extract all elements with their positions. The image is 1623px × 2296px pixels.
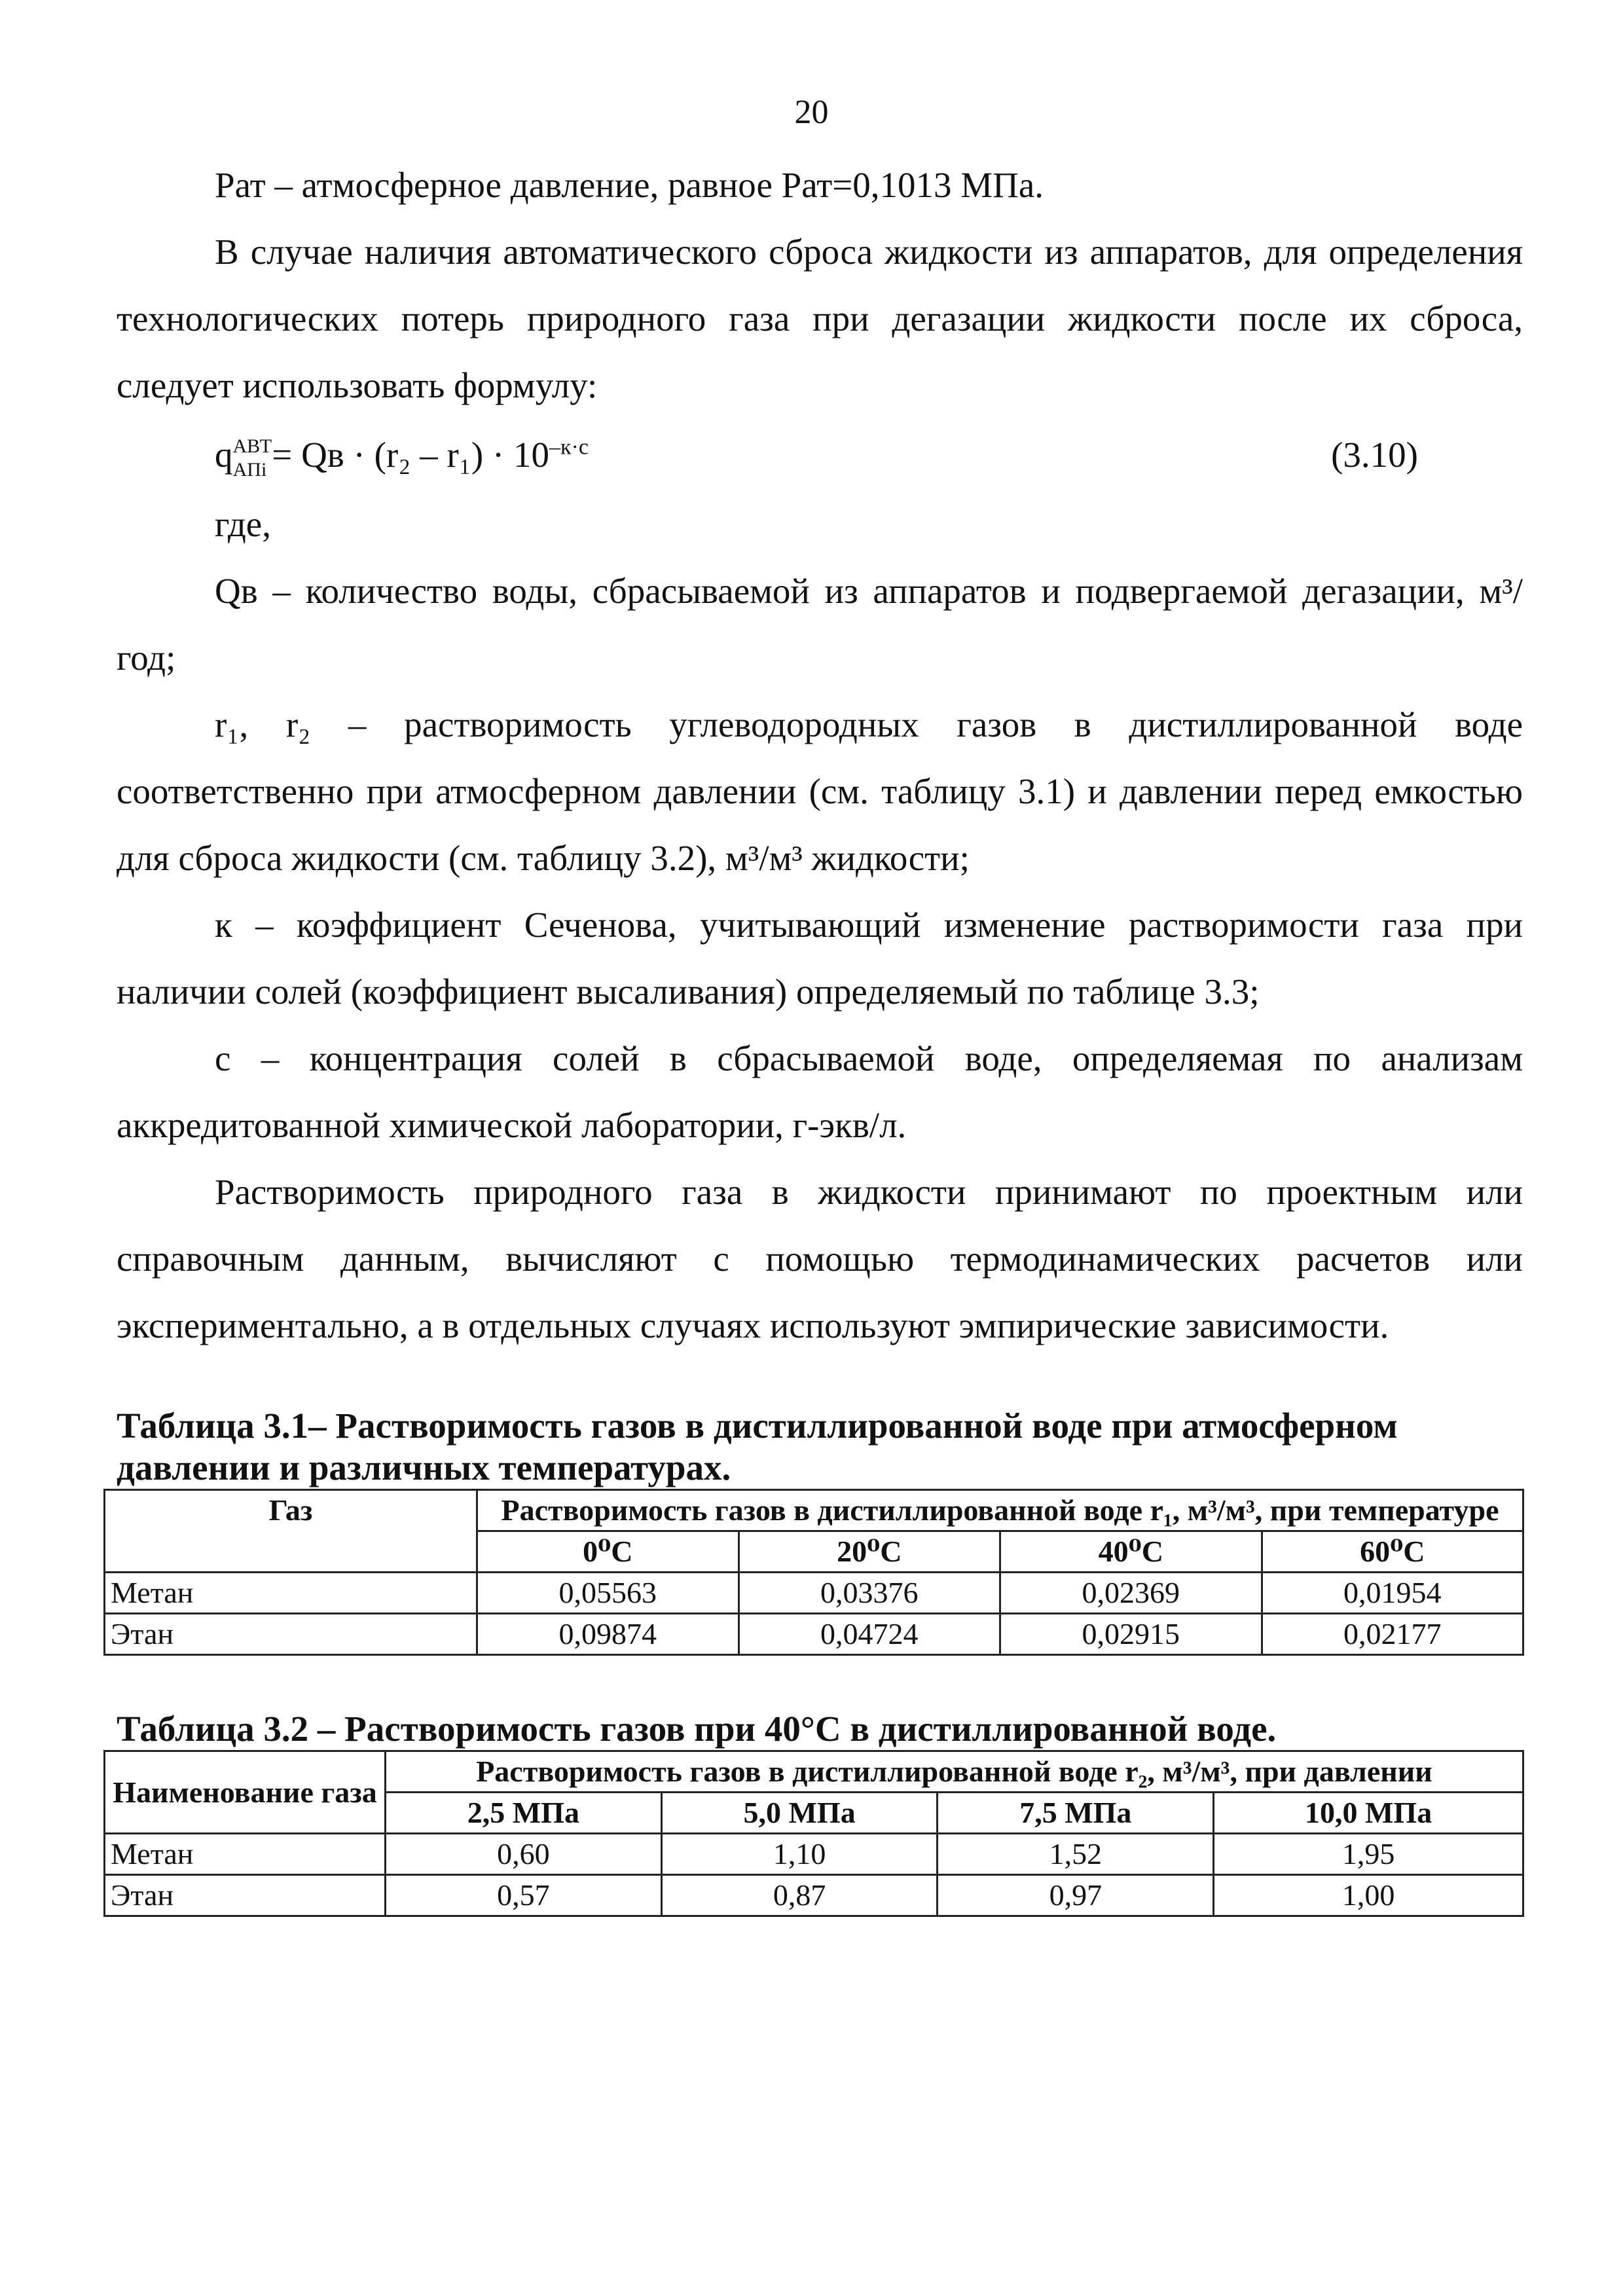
formula-expression (215, 419, 589, 497)
table2-title: Таблица 3.2 – Растворимость газов при 40°С в дистиллированной воде. (117, 1709, 1277, 1749)
table2-header-group: Растворимость газов в дистиллированной воде r₂, м³/м³, при давлении (386, 1751, 1523, 1793)
formula-q-subscript: АПi (232, 459, 267, 481)
table1-cell: 0,02177 (1262, 1614, 1523, 1655)
formula-rhs: = Qв · (r₂ – r₁) · 10 (272, 435, 549, 475)
table2-col-2: 7,5 МПа (938, 1793, 1214, 1834)
table2-cell: 1,00 (1214, 1875, 1523, 1916)
table1 (103, 1489, 1524, 1656)
table1-cell: 0,01954 (1262, 1573, 1523, 1614)
table1-cell: 0,05563 (477, 1573, 739, 1614)
paragraph-solubility: Растворимость природного газа в жидкости принимают по проектным или справочным данным, вычисляют с помощью термодинамических расчетов или экспериментально, а в отдельных случаях используют эмпирические зависимости. (117, 1172, 1523, 1345)
paragraph-intro: В случае наличия автоматического сброса жидкости из аппаратов, для определения технологических потерь природного газа при дегазации жидкости после их сброса, следует использовать формулу: (117, 232, 1523, 405)
table2-header-gas: Наименование газа (105, 1751, 386, 1834)
table1-row0-name: Метан (105, 1573, 477, 1614)
table1-cell: 0,03376 (739, 1573, 1000, 1614)
paragraph-r1-r2: r₁, r₂ – растворимость углеводородных газов в дистиллированной воде соответственно при атмосферном давлении (см. таблицу 3.1) и давлении перед емкостью для сброса жидкости (см. таблицу 3.2), м³/м³ жидкости; (117, 704, 1523, 878)
formula-q: q (215, 435, 233, 475)
table2-cell: 1,52 (938, 1834, 1214, 1875)
table-row (105, 1614, 1523, 1655)
table2-cell: 0,97 (938, 1875, 1214, 1916)
paragraph-k: к – коэффициент Сеченова, учитывающий изменение растворимости газа при наличии солей (коэффициент высаливания) определяемый по таблице 3.3; (117, 905, 1523, 1011)
table2-cell: 0,60 (386, 1834, 662, 1875)
table1-cell: 0,02915 (1000, 1614, 1262, 1655)
paragraph-qv: Qв – количество воды, сбрасываемой из аппаратов и подвергаемой дегазации, м³/год; (117, 571, 1523, 678)
formula-exponent: –к·с (549, 435, 589, 460)
paragraph-c: с – концентрация солей в сбрасываемой воде, определяемая по анализам аккредитованной химической лаборатории, г-экв/л. (117, 1038, 1523, 1145)
page-content (111, 152, 1523, 1917)
equation-number: (3.10) (1331, 435, 1418, 475)
page-number: 20 (794, 94, 829, 131)
table-row (105, 1573, 1523, 1614)
table1-row1-name: Этан (105, 1614, 477, 1655)
table2-col-1: 5,0 МПа (661, 1793, 938, 1834)
table1-cell: 0,09874 (477, 1614, 739, 1655)
table1-cell: 0,02369 (1000, 1573, 1262, 1614)
paragraph-atmospheric-pressure: Рат – атмосферное давление, равное Рат=0,1013 МПа. (215, 165, 1044, 205)
table2-col-0: 2,5 МПа (386, 1793, 662, 1834)
table1-header-gas: Газ (105, 1490, 477, 1573)
table2-row0-name: Метан (105, 1834, 386, 1875)
table1-col-2: 40⁰С (1000, 1531, 1262, 1573)
table2-cell: 0,87 (661, 1875, 938, 1916)
table1-header-group: Растворимость газов в дистиллированной воде r₁, м³/м³, при температуре (477, 1490, 1523, 1531)
table1-title: Таблица 3.1– Растворимость газов в дистиллированной воде при атмосферном давлении и различных температурах. (117, 1406, 1398, 1487)
table2-cell: 1,95 (1214, 1834, 1523, 1875)
table1-col-1: 20⁰С (739, 1531, 1000, 1573)
table2-cell: 1,10 (661, 1834, 938, 1875)
table1-col-3: 60⁰С (1262, 1531, 1523, 1573)
table1-col-0: 0⁰С (477, 1531, 739, 1573)
paragraph-where: где, (215, 504, 271, 544)
table2-col-3: 10,0 МПа (1214, 1793, 1523, 1834)
table2-row1-name: Этан (105, 1875, 386, 1916)
formula-q-superscript: АВТ (232, 435, 271, 457)
table-row (105, 1875, 1523, 1916)
table2 (103, 1750, 1524, 1917)
formula-3-10 (117, 419, 1523, 491)
table1-cell: 0,04724 (739, 1614, 1000, 1655)
table-row (105, 1834, 1523, 1875)
table2-cell: 0,57 (386, 1875, 662, 1916)
